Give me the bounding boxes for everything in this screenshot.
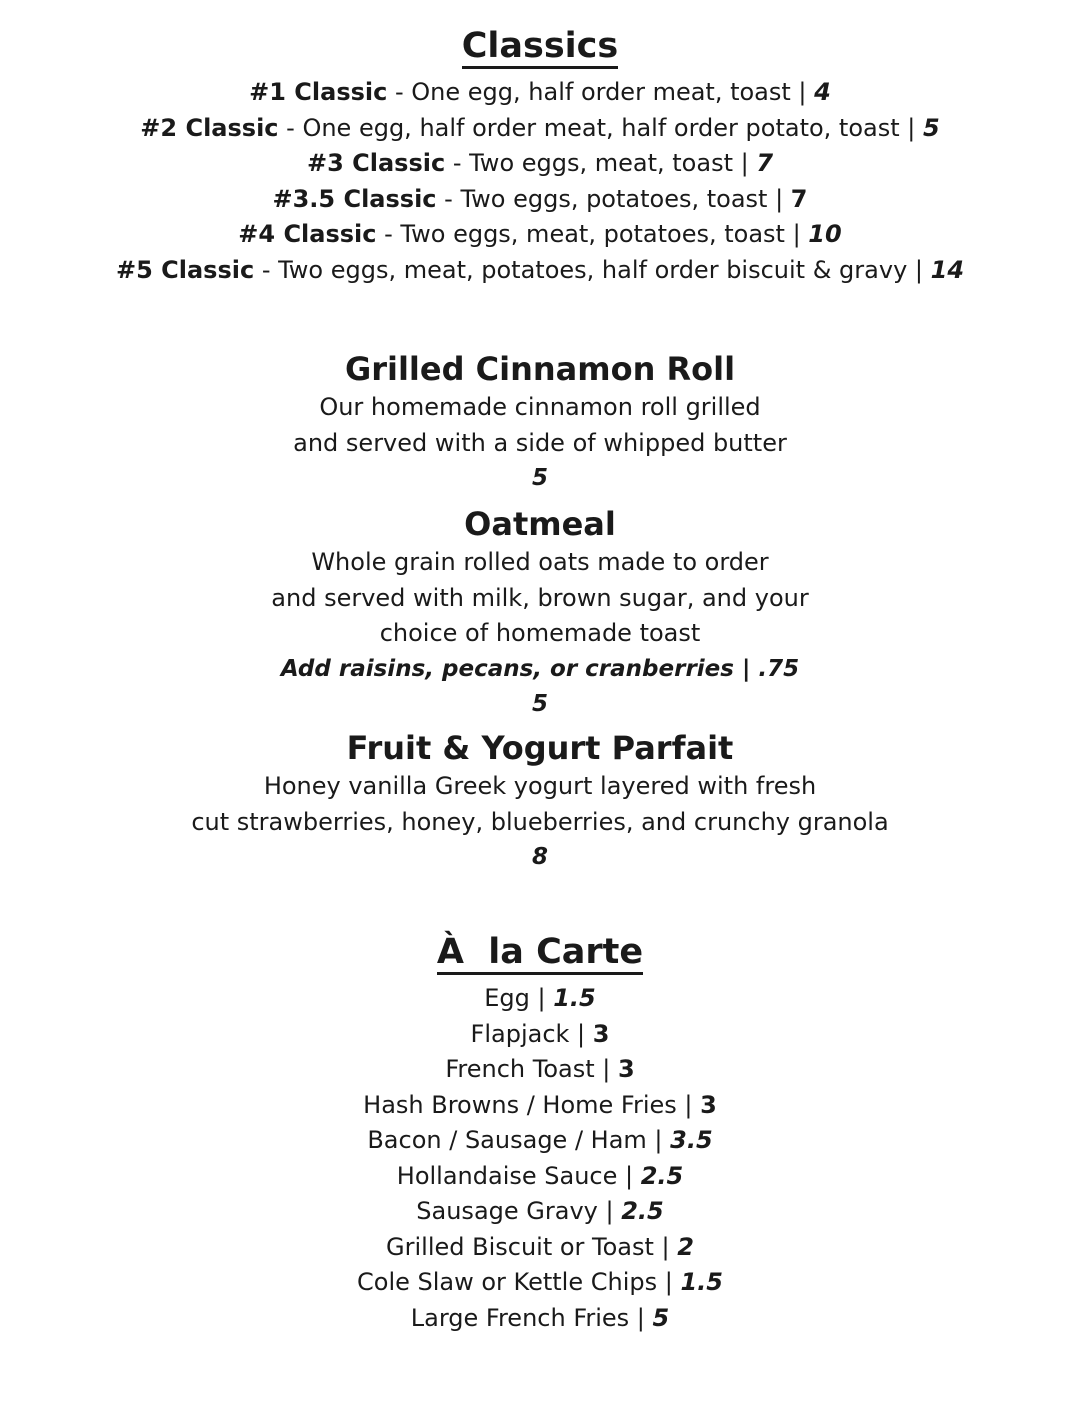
a-la-carte-item-hash-browns: Hash Browns / Home Fries | 3: [363, 1090, 717, 1119]
parfait-desc-line-1: Honey vanilla Greek yogurt layered with fresh: [263, 772, 817, 800]
cinnamon-roll-price: 5: [531, 465, 548, 491]
oatmeal-desc-line-2: and served with milk, brown sugar, and your: [271, 583, 809, 612]
cinnamon-roll-desc-line-1: Our homemade cinnamon roll grilled: [319, 393, 761, 421]
a-la-carte-item-egg: Egg | 1.5: [484, 984, 596, 1012]
a-la-carte-item-hollandaise: Hollandaise Sauce | 2.5: [396, 1161, 684, 1190]
a-la-carte-item-bacon: Bacon / Sausage / Ham | 3.5: [367, 1126, 713, 1154]
a-la-carte-item-cole-slaw: Cole Slaw or Kettle Chips | 1.5: [357, 1268, 723, 1296]
parfait-section: [0, 727, 1080, 875]
oatmeal-section: [0, 503, 1080, 722]
oatmeal-price: 5: [531, 690, 548, 717]
parfait-desc-line-2: cut strawberries, honey, blueberries, and crunchy granola: [191, 807, 889, 836]
classic-item-3: #3 Classic - Two eggs, meat, toast | 7: [306, 149, 774, 177]
cinnamon-roll-desc-line-2: and served with a side of whipped butter: [293, 428, 787, 457]
classic-item-3-5: #3.5 Classic - Two eggs, potatoes, toast | 7: [272, 184, 808, 213]
a-la-carte-item-biscuit: Grilled Biscuit or Toast | 2: [386, 1232, 694, 1261]
classics-heading: [0, 24, 1080, 69]
oatmeal-desc-line-1: Whole grain rolled oats made to order: [311, 548, 769, 576]
classic-item-5: #5 Classic - Two eggs, meat, potatoes, half order biscuit & gravy | 14: [115, 255, 965, 284]
classics-title: Classics: [462, 26, 619, 69]
oatmeal-addon: Add raisins, pecans, or cranberries | .75: [280, 655, 800, 682]
classics-section: [0, 24, 1080, 288]
parfait-price: 8: [531, 844, 548, 870]
a-la-carte-title: À la Carte: [437, 932, 643, 975]
parfait-title: Fruit & Yogurt Parfait: [346, 729, 734, 767]
classic-item-1: #1 Classic - One egg, half order meat, toast | 4: [249, 78, 831, 106]
a-la-carte-item-large-fries: Large French Fries | 5: [410, 1303, 670, 1332]
classic-item-2: #2 Classic - One egg, half order meat, half order potato, toast | 5: [140, 113, 940, 142]
a-la-carte-item-sausage-gravy: Sausage Gravy | 2.5: [416, 1197, 664, 1225]
oatmeal-desc-line-3: choice of homemade toast: [379, 619, 701, 647]
a-la-carte-section: [0, 930, 1080, 1336]
oatmeal-title: Oatmeal: [464, 505, 616, 543]
cinnamon-roll-title: Grilled Cinnamon Roll: [344, 350, 736, 388]
a-la-carte-item-french-toast: French Toast | 3: [445, 1055, 635, 1083]
classic-item-4: #4 Classic - Two eggs, meat, potatoes, toast | 10: [238, 220, 842, 248]
cinnamon-roll-section: [0, 348, 1080, 496]
a-la-carte-heading: [0, 930, 1080, 975]
a-la-carte-item-flapjack: Flapjack | 3: [470, 1019, 610, 1048]
